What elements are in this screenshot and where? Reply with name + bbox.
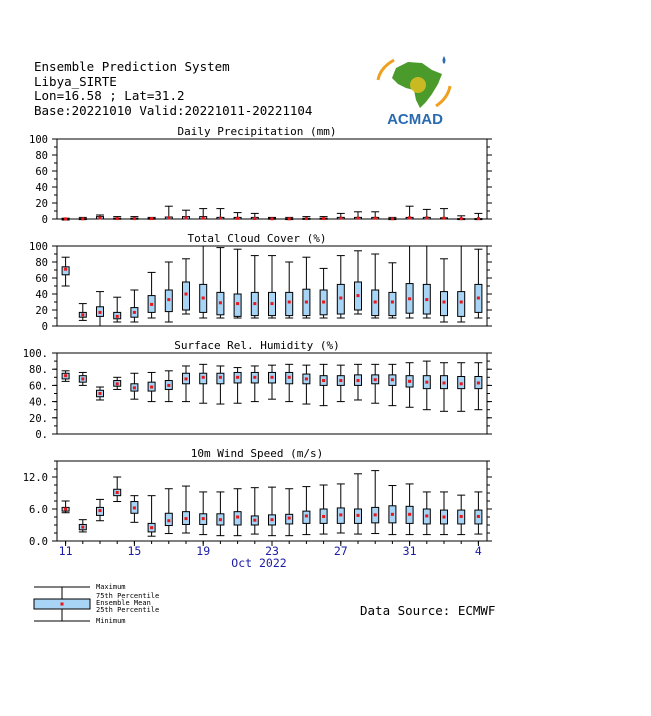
panel-title: Daily Precipitation (mm) — [177, 125, 337, 138]
ensemble-mean-marker — [116, 315, 119, 318]
ensemble-mean-marker — [271, 376, 274, 379]
ensemble-mean-marker — [219, 376, 222, 379]
ensemble-mean-marker — [271, 302, 274, 305]
y-tick-label: 40 — [35, 289, 48, 301]
ensemble-mean-marker — [391, 513, 394, 516]
ensemble-mean-marker — [81, 217, 84, 220]
ensemble-mean-marker — [305, 301, 308, 304]
x-tick-label: 4 — [474, 544, 482, 558]
ensemble-mean-marker — [477, 297, 480, 300]
ensemble-mean-marker — [460, 217, 463, 220]
ensemble-mean-marker — [253, 376, 256, 379]
percentile-box — [286, 292, 293, 315]
ensemble-mean-marker — [185, 293, 188, 296]
ensemble-mean-marker — [99, 392, 102, 395]
x-tick-label: 19 — [196, 544, 211, 558]
ensemble-mean-marker — [185, 216, 188, 219]
ensemble-mean-marker — [322, 515, 325, 518]
ensemble-mean-marker — [477, 515, 480, 518]
panel-title: Surface Rel. Humidity (%) — [174, 339, 340, 352]
ensemble-mean-marker — [236, 302, 239, 305]
ensemble-mean-marker — [425, 216, 428, 219]
panel-title: 10m Wind Speed (m/s) — [190, 447, 324, 460]
ensemble-mean-marker — [116, 491, 119, 494]
ensemble-mean-marker — [133, 311, 136, 314]
station-name: Libya_SIRTE — [34, 73, 117, 89]
ensemble-mean-marker — [477, 381, 480, 384]
legend-mean-label: Ensemble Mean — [96, 599, 151, 607]
ensemble-mean-marker — [64, 217, 67, 220]
x-tick-label: 27 — [333, 544, 348, 558]
legend-p25-label: 25th Percentile — [96, 606, 160, 614]
ensemble-mean-marker — [236, 217, 239, 220]
y-tick-label: 0.0 — [29, 536, 48, 548]
ensemble-mean-marker — [322, 217, 325, 220]
ensemble-mean-marker — [167, 216, 170, 219]
data-source: Data Source: ECMWF — [360, 603, 496, 618]
ensemble-mean-marker — [408, 297, 411, 300]
ensemble-mean-marker — [443, 301, 446, 304]
ensemble-mean-marker — [425, 514, 428, 517]
y-tick-label: 0. — [35, 429, 48, 441]
y-tick-label: 60 — [35, 273, 48, 285]
ensemble-mean-marker — [357, 379, 360, 382]
y-tick-label: 100 — [29, 241, 48, 253]
ensemble-mean-marker — [443, 217, 446, 220]
ensemble-mean-marker — [339, 379, 342, 382]
ensemble-mean-marker — [425, 381, 428, 384]
ensemble-mean-marker — [64, 268, 67, 271]
y-tick-label: 100. — [22, 348, 48, 360]
ensemble-mean-marker — [64, 508, 67, 511]
ensemble-mean-marker — [202, 517, 205, 520]
ensemble-mean-marker — [288, 301, 291, 304]
ensemble-mean-marker — [408, 216, 411, 219]
ensemble-mean-marker — [219, 217, 222, 220]
ensemble-mean-marker — [167, 298, 170, 301]
ensemble-mean-marker — [443, 516, 446, 519]
base-valid-dates: Base:20221010 Valid:20221011-20221104 — [34, 102, 313, 118]
ensemble-mean-marker — [81, 313, 84, 316]
ensemble-mean-marker — [81, 377, 84, 380]
ensemble-mean-marker — [202, 297, 205, 300]
y-tick-label: 20 — [35, 305, 48, 317]
ensemble-mean-marker — [150, 303, 153, 306]
ensemble-mean-marker — [99, 217, 102, 220]
ensemble-mean-marker — [305, 377, 308, 380]
ensemble-mean-marker — [374, 378, 377, 381]
y-tick-label: 12.0 — [22, 472, 48, 484]
ensemble-mean-marker — [339, 297, 342, 300]
ensemble-mean-marker — [460, 515, 463, 518]
month-label: Oct 2022 — [231, 556, 287, 570]
percentile-box — [389, 292, 396, 315]
percentile-box — [183, 282, 190, 310]
ensemble-mean-marker — [288, 217, 291, 220]
y-tick-label: 0 — [41, 321, 48, 333]
ensemble-mean-marker — [305, 514, 308, 517]
system-title: Ensemble Prediction System — [34, 59, 230, 74]
ensemble-mean-marker — [357, 514, 360, 517]
ensemble-mean-marker — [219, 518, 222, 521]
percentile-box — [441, 292, 448, 316]
ensemble-mean-marker — [253, 519, 256, 522]
ensemble-mean-marker — [374, 513, 377, 516]
ensemble-mean-marker — [253, 302, 256, 305]
ensemble-mean-marker — [150, 526, 153, 529]
ensemble-mean-marker — [357, 217, 360, 220]
ensemble-mean-marker — [288, 376, 291, 379]
ensemble-mean-marker — [99, 509, 102, 512]
percentile-box — [458, 292, 465, 317]
ensemble-mean-marker — [202, 217, 205, 220]
percentile-box — [234, 294, 241, 316]
x-tick-label: 31 — [402, 544, 417, 558]
legend-p75-label: 75th Percentile — [96, 592, 160, 600]
ensemble-mean-marker — [460, 382, 463, 385]
y-tick-label: 100 — [29, 134, 48, 146]
y-tick-label: 80 — [35, 257, 48, 269]
y-tick-label: 80. — [29, 364, 48, 377]
ensemble-mean-marker — [133, 506, 136, 509]
ensemble-mean-marker — [236, 376, 239, 379]
legend-min-label: Minimum — [96, 617, 126, 625]
ensemble-mean-marker — [339, 217, 342, 220]
ensemble-mean-marker — [167, 384, 170, 387]
ensemble-mean-marker — [99, 311, 102, 314]
ensemble-mean-marker — [408, 513, 411, 516]
y-tick-label: 60. — [29, 380, 48, 393]
ensemble-mean-marker — [116, 217, 119, 220]
y-tick-label: 40. — [29, 396, 48, 409]
legend-mean-marker — [61, 603, 64, 606]
y-tick-label: 6.0 — [29, 504, 48, 516]
ensemble-mean-marker — [271, 518, 274, 521]
panel-frame — [57, 139, 487, 219]
ensemble-mean-marker — [443, 381, 446, 384]
logo-text: ACMAD — [387, 111, 443, 128]
ensemble-mean-marker — [288, 517, 291, 520]
ensemble-mean-marker — [133, 386, 136, 389]
panel-title: Total Cloud Cover (%) — [187, 232, 327, 245]
y-tick-label: 40 — [35, 182, 48, 194]
x-tick-label: 15 — [127, 544, 142, 558]
ensemble-mean-marker — [185, 517, 188, 520]
ensemble-mean-marker — [391, 301, 394, 304]
ensemble-mean-marker — [374, 217, 377, 220]
y-tick-label: 20. — [29, 412, 48, 425]
ensemble-mean-marker — [322, 301, 325, 304]
legend-max-label: Maximum — [96, 583, 126, 591]
ensemble-mean-marker — [236, 516, 239, 519]
ensemble-mean-marker — [477, 217, 480, 220]
y-tick-label: 20 — [35, 198, 48, 210]
ensemble-mean-marker — [322, 379, 325, 382]
ensemble-mean-marker — [460, 301, 463, 304]
ensemble-mean-marker — [167, 519, 170, 522]
ensemble-mean-marker — [253, 217, 256, 220]
x-tick-label: 11 — [58, 544, 73, 558]
ensemble-mean-marker — [81, 526, 84, 529]
x-tick-label: 23 — [265, 544, 279, 558]
ensemble-mean-marker — [408, 380, 411, 383]
ensemble-mean-marker — [374, 301, 377, 304]
ensemble-mean-marker — [357, 294, 360, 297]
ensemble-mean-marker — [219, 301, 222, 304]
ensemble-mean-marker — [339, 513, 342, 516]
ensemble-mean-marker — [185, 377, 188, 380]
ensemble-mean-marker — [116, 382, 119, 385]
ensemble-mean-marker — [150, 386, 153, 389]
ensemble-mean-marker — [150, 217, 153, 220]
ensemble-mean-marker — [391, 217, 394, 220]
y-tick-label: 60 — [35, 166, 48, 178]
y-tick-label: 0 — [41, 214, 48, 226]
ensemble-mean-marker — [202, 376, 205, 379]
ensemble-mean-marker — [64, 374, 67, 377]
ensemble-mean-marker — [391, 378, 394, 381]
coordinates: Lon=16.58 ; Lat=31.2 — [34, 88, 185, 103]
ensemble-mean-marker — [133, 217, 136, 220]
ensemble-mean-marker — [425, 298, 428, 301]
ensemble-mean-marker — [271, 217, 274, 220]
y-tick-label: 80 — [35, 150, 48, 162]
ensemble-mean-marker — [305, 217, 308, 220]
